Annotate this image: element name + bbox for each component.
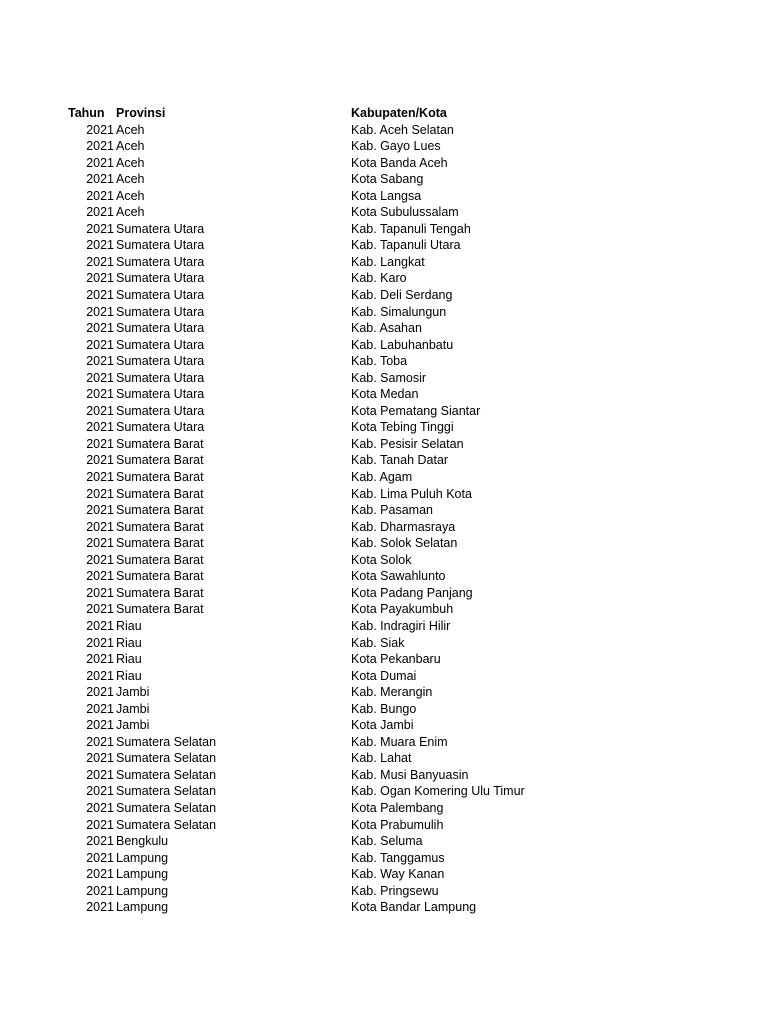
cell-provinsi: Sumatera Barat — [116, 569, 204, 584]
cell-provinsi: Sumatera Utara — [116, 403, 205, 418]
cell-tahun: 2021 — [86, 271, 114, 286]
cell-provinsi: Lampung — [116, 867, 169, 882]
table-row — [0, 651, 768, 668]
cell-tahun: 2021 — [86, 751, 114, 766]
cell-tahun: 2021 — [86, 834, 114, 849]
table-row — [0, 436, 768, 453]
cell-kabupaten-kota: Kota Subulussalam — [351, 205, 459, 220]
cell-provinsi: Sumatera Selatan — [116, 767, 217, 782]
cell-kabupaten-kota: Kota Palembang — [351, 800, 444, 815]
cell-kabupaten-kota: Kota Pematang Siantar — [351, 403, 481, 418]
cell-kabupaten-kota: Kota Payakumbuh — [351, 602, 454, 617]
cell-kabupaten-kota: Kab. Asahan — [351, 321, 422, 336]
cell-kabupaten-kota: Kab. Tapanuli Tengah — [351, 221, 471, 236]
cell-kabupaten-kota: Kab. Bungo — [351, 701, 417, 716]
cell-kabupaten-kota: Kab. Dharmasraya — [351, 519, 456, 534]
table-row — [0, 899, 768, 916]
cell-provinsi: Sumatera Utara — [116, 221, 205, 236]
cell-tahun: 2021 — [86, 552, 114, 567]
table-row — [0, 237, 768, 254]
cell-tahun: 2021 — [86, 321, 114, 336]
cell-provinsi: Sumatera Utara — [116, 337, 205, 352]
cell-kabupaten-kota: Kab. Simalungun — [351, 304, 447, 319]
table-row — [0, 552, 768, 569]
cell-provinsi: Lampung — [116, 850, 169, 865]
cell-provinsi: Sumatera Barat — [116, 536, 204, 551]
cell-tahun: 2021 — [86, 668, 114, 683]
table-row — [0, 304, 768, 321]
cell-provinsi: Riau — [116, 668, 142, 683]
cell-provinsi: Sumatera Utara — [116, 370, 205, 385]
table-row — [0, 519, 768, 536]
table-row — [0, 850, 768, 867]
cell-provinsi: Sumatera Utara — [116, 254, 205, 269]
cell-kabupaten-kota: Kota Tebing Tinggi — [351, 420, 454, 435]
cell-kabupaten-kota: Kab. Toba — [351, 354, 408, 369]
cell-provinsi: Sumatera Selatan — [116, 751, 217, 766]
cell-provinsi: Sumatera Barat — [116, 470, 204, 485]
table-row — [0, 122, 768, 139]
cell-kabupaten-kota: Kab. Tanah Datar — [351, 453, 449, 468]
cell-provinsi: Lampung — [116, 900, 169, 915]
table-row — [0, 370, 768, 387]
cell-provinsi: Riau — [116, 635, 142, 650]
table-row — [0, 668, 768, 685]
cell-provinsi: Bengkulu — [116, 834, 169, 849]
cell-tahun: 2021 — [86, 867, 114, 882]
cell-kabupaten-kota: Kab. Agam — [351, 470, 413, 485]
cell-tahun: 2021 — [86, 420, 114, 435]
cell-tahun: 2021 — [86, 436, 114, 451]
cell-provinsi: Sumatera Utara — [116, 354, 205, 369]
table-row — [0, 155, 768, 172]
cell-tahun: 2021 — [86, 503, 114, 518]
cell-kabupaten-kota: Kab. Tapanuli Utara — [351, 238, 461, 253]
table-row — [0, 717, 768, 734]
table-row — [0, 618, 768, 635]
cell-provinsi: Sumatera Barat — [116, 552, 204, 567]
table-row — [0, 403, 768, 420]
cell-kabupaten-kota: Kab. Langkat — [351, 254, 425, 269]
cell-kabupaten-kota: Kab. Way Kanan — [351, 867, 445, 882]
cell-tahun: 2021 — [86, 569, 114, 584]
cell-tahun: 2021 — [86, 354, 114, 369]
cell-provinsi: Sumatera Barat — [116, 503, 204, 518]
cell-tahun: 2021 — [86, 602, 114, 617]
table-row — [0, 817, 768, 834]
cell-provinsi: Sumatera Utara — [116, 321, 205, 336]
header-tahun: Tahun — [68, 106, 105, 120]
table-row — [0, 204, 768, 221]
cell-tahun: 2021 — [86, 850, 114, 865]
cell-tahun: 2021 — [86, 767, 114, 782]
cell-tahun: 2021 — [86, 403, 114, 418]
cell-kabupaten-kota: Kota Sabang — [351, 172, 424, 187]
cell-provinsi: Sumatera Selatan — [116, 784, 217, 799]
cell-provinsi: Aceh — [116, 188, 145, 203]
cell-kabupaten-kota: Kab. Musi Banyuasin — [351, 767, 469, 782]
cell-tahun: 2021 — [86, 486, 114, 501]
cell-tahun: 2021 — [86, 701, 114, 716]
cell-kabupaten-kota: Kab. Ogan Komering Ulu Timur — [351, 784, 525, 799]
cell-provinsi: Sumatera Barat — [116, 453, 204, 468]
cell-kabupaten-kota: Kota Solok — [351, 552, 412, 567]
cell-tahun: 2021 — [86, 784, 114, 799]
cell-tahun: 2021 — [86, 817, 114, 832]
table-row — [0, 386, 768, 403]
cell-tahun: 2021 — [86, 635, 114, 650]
cell-tahun: 2021 — [86, 718, 114, 733]
cell-tahun: 2021 — [86, 155, 114, 170]
header-provinsi: Provinsi — [116, 106, 166, 120]
cell-provinsi: Lampung — [116, 883, 169, 898]
cell-tahun: 2021 — [86, 288, 114, 303]
cell-provinsi: Jambi — [116, 685, 150, 700]
cell-kabupaten-kota: Kota Jambi — [351, 718, 414, 733]
cell-tahun: 2021 — [86, 652, 114, 667]
cell-provinsi: Riau — [116, 652, 142, 667]
table-row — [0, 171, 768, 188]
cell-provinsi: Sumatera Selatan — [116, 800, 217, 815]
table-row — [0, 800, 768, 817]
table-row — [0, 585, 768, 602]
cell-tahun: 2021 — [86, 585, 114, 600]
cell-tahun: 2021 — [86, 238, 114, 253]
cell-tahun: 2021 — [86, 387, 114, 402]
table-row — [0, 833, 768, 850]
cell-provinsi: Sumatera Utara — [116, 387, 205, 402]
table-row — [0, 535, 768, 552]
table-row — [0, 568, 768, 585]
table-row — [0, 138, 768, 155]
table-row — [0, 287, 768, 304]
table-row — [0, 684, 768, 701]
cell-kabupaten-kota: Kota Medan — [351, 387, 419, 402]
cell-kabupaten-kota: Kab. Pesisir Selatan — [351, 436, 464, 451]
cell-kabupaten-kota: Kab. Labuhanbatu — [351, 337, 454, 352]
cell-provinsi: Sumatera Selatan — [116, 817, 217, 832]
cell-kabupaten-kota: Kab. Siak — [351, 635, 405, 650]
table-row — [0, 254, 768, 271]
table-row — [0, 452, 768, 469]
cell-kabupaten-kota: Kab. Lima Puluh Kota — [351, 486, 472, 501]
cell-tahun: 2021 — [86, 734, 114, 749]
cell-kabupaten-kota: Kab. Deli Serdang — [351, 288, 453, 303]
cell-kabupaten-kota: Kab. Muara Enim — [351, 734, 448, 749]
table-row — [0, 734, 768, 751]
table-row — [0, 320, 768, 337]
table-row — [0, 270, 768, 287]
cell-provinsi: Jambi — [116, 701, 150, 716]
cell-provinsi: Sumatera Utara — [116, 288, 205, 303]
cell-kabupaten-kota: Kab. Samosir — [351, 370, 427, 385]
cell-kabupaten-kota: Kab. Solok Selatan — [351, 536, 458, 551]
cell-provinsi: Sumatera Barat — [116, 436, 204, 451]
table-body — [0, 122, 768, 916]
cell-kabupaten-kota: Kab. Tanggamus — [351, 850, 445, 865]
table-row — [0, 750, 768, 767]
cell-tahun: 2021 — [86, 188, 114, 203]
cell-tahun: 2021 — [86, 122, 114, 137]
cell-kabupaten-kota: Kota Padang Panjang — [351, 585, 473, 600]
cell-kabupaten-kota: Kota Dumai — [351, 668, 417, 683]
cell-tahun: 2021 — [86, 536, 114, 551]
cell-kabupaten-kota: Kab. Pasaman — [351, 503, 433, 518]
cell-tahun: 2021 — [86, 304, 114, 319]
table-row — [0, 337, 768, 354]
cell-kabupaten-kota: Kota Langsa — [351, 188, 422, 203]
cell-tahun: 2021 — [86, 470, 114, 485]
table-row — [0, 601, 768, 618]
table-row — [0, 767, 768, 784]
cell-tahun: 2021 — [86, 900, 114, 915]
cell-provinsi: Sumatera Barat — [116, 585, 204, 600]
table-row — [0, 419, 768, 436]
table-row — [0, 353, 768, 370]
table-row — [0, 866, 768, 883]
table-row — [0, 701, 768, 718]
cell-kabupaten-kota: Kab. Indragiri Hilir — [351, 618, 451, 633]
cell-tahun: 2021 — [86, 519, 114, 534]
cell-tahun: 2021 — [86, 883, 114, 898]
table-row — [0, 221, 768, 238]
cell-kabupaten-kota: Kota Sawahlunto — [351, 569, 446, 584]
cell-tahun: 2021 — [86, 139, 114, 154]
table-row — [0, 502, 768, 519]
data-table — [0, 105, 768, 916]
cell-tahun: 2021 — [86, 172, 114, 187]
cell-provinsi: Riau — [116, 618, 142, 633]
cell-provinsi: Sumatera Barat — [116, 519, 204, 534]
cell-provinsi: Aceh — [116, 172, 145, 187]
cell-kabupaten-kota: Kab. Merangin — [351, 685, 433, 700]
table-row — [0, 469, 768, 486]
table-row — [0, 188, 768, 205]
cell-kabupaten-kota: Kab. Seluma — [351, 834, 423, 849]
cell-provinsi: Sumatera Utara — [116, 304, 205, 319]
header-kabupaten-kota: Kabupaten/Kota — [351, 106, 447, 120]
cell-kabupaten-kota: Kota Pekanbaru — [351, 652, 441, 667]
cell-kabupaten-kota: Kota Bandar Lampung — [351, 900, 477, 915]
cell-kabupaten-kota: Kab. Lahat — [351, 751, 412, 766]
cell-tahun: 2021 — [86, 618, 114, 633]
cell-provinsi: Aceh — [116, 205, 145, 220]
cell-provinsi: Aceh — [116, 155, 145, 170]
cell-provinsi: Jambi — [116, 718, 150, 733]
table-row — [0, 883, 768, 900]
cell-provinsi: Sumatera Barat — [116, 602, 204, 617]
cell-provinsi: Sumatera Utara — [116, 238, 205, 253]
cell-kabupaten-kota: Kab. Pringsewu — [351, 883, 439, 898]
cell-provinsi: Aceh — [116, 139, 145, 154]
table-row — [0, 783, 768, 800]
cell-kabupaten-kota: Kota Banda Aceh — [351, 155, 448, 170]
cell-kabupaten-kota: Kab. Gayo Lues — [351, 139, 441, 154]
cell-tahun: 2021 — [86, 221, 114, 236]
table-row — [0, 635, 768, 652]
cell-provinsi: Sumatera Barat — [116, 486, 204, 501]
table-row — [0, 486, 768, 503]
cell-tahun: 2021 — [86, 205, 114, 220]
cell-tahun: 2021 — [86, 685, 114, 700]
cell-tahun: 2021 — [86, 370, 114, 385]
header-row — [0, 105, 768, 122]
cell-provinsi: Sumatera Utara — [116, 420, 205, 435]
cell-tahun: 2021 — [86, 453, 114, 468]
cell-provinsi: Aceh — [116, 122, 145, 137]
cell-tahun: 2021 — [86, 800, 114, 815]
cell-provinsi: Sumatera Selatan — [116, 734, 217, 749]
cell-kabupaten-kota: Kota Prabumulih — [351, 817, 444, 832]
cell-kabupaten-kota: Kab. Karo — [351, 271, 407, 286]
cell-tahun: 2021 — [86, 254, 114, 269]
cell-tahun: 2021 — [86, 337, 114, 352]
cell-kabupaten-kota: Kab. Aceh Selatan — [351, 122, 454, 137]
cell-provinsi: Sumatera Utara — [116, 271, 205, 286]
